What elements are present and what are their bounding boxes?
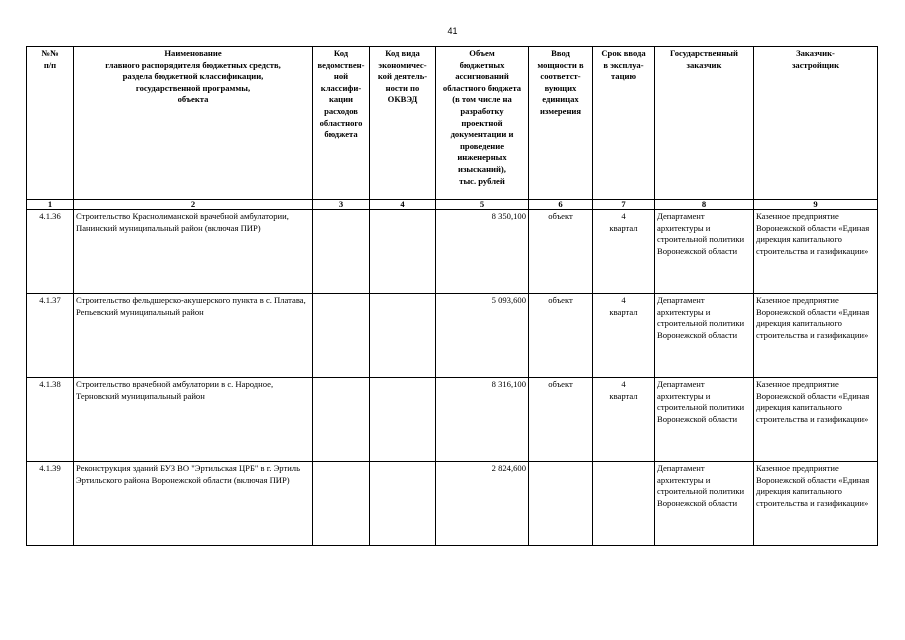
header-okved: Код вида экономичес- кой деятель- ности по ОКВЭД: [370, 47, 436, 200]
commissioning-term: [593, 210, 655, 294]
state-customer: Департамент архитектуры и строительной политики Воронежской области: [655, 210, 754, 294]
column-number: 1: [27, 200, 74, 210]
budget-amount: 2 824,600: [436, 462, 529, 546]
developer-customer: Казенное предприятие Воронежской области «Единая дирекция капитального строительства и газификации»: [754, 462, 878, 546]
column-number: 6: [529, 200, 593, 210]
row-number: 4.1.37: [27, 294, 74, 378]
commissioning-term: [593, 378, 655, 462]
header-name: Наименование главного распорядителя бюджетных средств, раздела бюджетной классификации, государственной программы, объекта: [74, 47, 313, 200]
budget-amount: 8 316,100: [436, 378, 529, 462]
budget-table: [26, 46, 878, 546]
term-quarter-label: квартал: [609, 306, 638, 317]
header-dept-code: Код ведомствен- ной классифи- кации расходов областного бюджета: [313, 47, 370, 200]
column-number: 4: [370, 200, 436, 210]
object-name: Реконструкция зданий БУЗ ВО "Эртильская ЦРБ" в г. Эртиль Эртильского района Воронежской области (включая ПИР): [74, 462, 313, 546]
row-number: 4.1.38: [27, 378, 74, 462]
term-quarter-label: квартал: [609, 390, 638, 401]
term-quarter-number: 4: [621, 211, 626, 221]
column-number: 5: [436, 200, 529, 210]
header-developer: Заказчик- застройщик: [754, 47, 878, 200]
developer-customer: Казенное предприятие Воронежской области «Единая дирекция капитального строительства и газификации»: [754, 294, 878, 378]
term-quarter-label: квартал: [609, 222, 638, 233]
commissioning-term: [593, 462, 655, 546]
dept-code-cell: [313, 294, 370, 378]
object-name: Строительство фельдшерско-акушерского пункта в с. Платава, Репьевский муниципальный район: [74, 294, 313, 378]
column-number: 3: [313, 200, 370, 210]
capacity-unit: объект: [529, 210, 593, 294]
capacity-unit: объект: [529, 294, 593, 378]
table-row: [27, 378, 878, 462]
header-capacity: Ввод мощности в соответст- вующих единицах измерения: [529, 47, 593, 200]
table-row: [27, 294, 878, 378]
developer-customer: Казенное предприятие Воронежской области «Единая дирекция капитального строительства и газификации»: [754, 378, 878, 462]
okved-cell: [370, 294, 436, 378]
page-number: 41: [447, 26, 458, 36]
row-number: 4.1.36: [27, 210, 74, 294]
okved-cell: [370, 378, 436, 462]
state-customer: Департамент архитектуры и строительной политики Воронежской области: [655, 294, 754, 378]
state-customer: Департамент архитектуры и строительной политики Воронежской области: [655, 462, 754, 546]
column-number: 8: [655, 200, 754, 210]
column-number-row: [27, 200, 878, 210]
column-number: 7: [593, 200, 655, 210]
header-amount: Объем бюджетных ассигнований областного бюджета (в том числе на разработку проектной документации и проведение инженерных изысканий), тыс. рублей: [436, 47, 529, 200]
object-name: Строительство Краснолиманской врачебной амбулатории, Панинский муниципальный район (включая ПИР): [74, 210, 313, 294]
budget-amount: 5 093,600: [436, 294, 529, 378]
column-number: 2: [74, 200, 313, 210]
okved-cell: [370, 210, 436, 294]
dept-code-cell: [313, 462, 370, 546]
dept-code-cell: [313, 210, 370, 294]
header-row: [27, 47, 878, 200]
header-term: Срок ввода в эксплуа- тацию: [593, 47, 655, 200]
state-customer: Департамент архитектуры и строительной политики Воронежской области: [655, 378, 754, 462]
table-row: [27, 462, 878, 546]
commissioning-term: [593, 294, 655, 378]
capacity-unit: объект: [529, 378, 593, 462]
header-num: №№ п/п: [27, 47, 74, 200]
table-row: [27, 210, 878, 294]
column-number: 9: [754, 200, 878, 210]
term-quarter-number: 4: [621, 379, 626, 389]
dept-code-cell: [313, 378, 370, 462]
term-quarter-number: 4: [621, 295, 626, 305]
header-customer: Государственный заказчик: [655, 47, 754, 200]
row-number: 4.1.39: [27, 462, 74, 546]
developer-customer: Казенное предприятие Воронежской области «Единая дирекция капитального строительства и газификации»: [754, 210, 878, 294]
okved-cell: [370, 462, 436, 546]
capacity-unit: [529, 462, 593, 546]
budget-amount: 8 350,100: [436, 210, 529, 294]
object-name: Строительство врачебной амбулатории в с. Народное, Терновский муниципальный район: [74, 378, 313, 462]
